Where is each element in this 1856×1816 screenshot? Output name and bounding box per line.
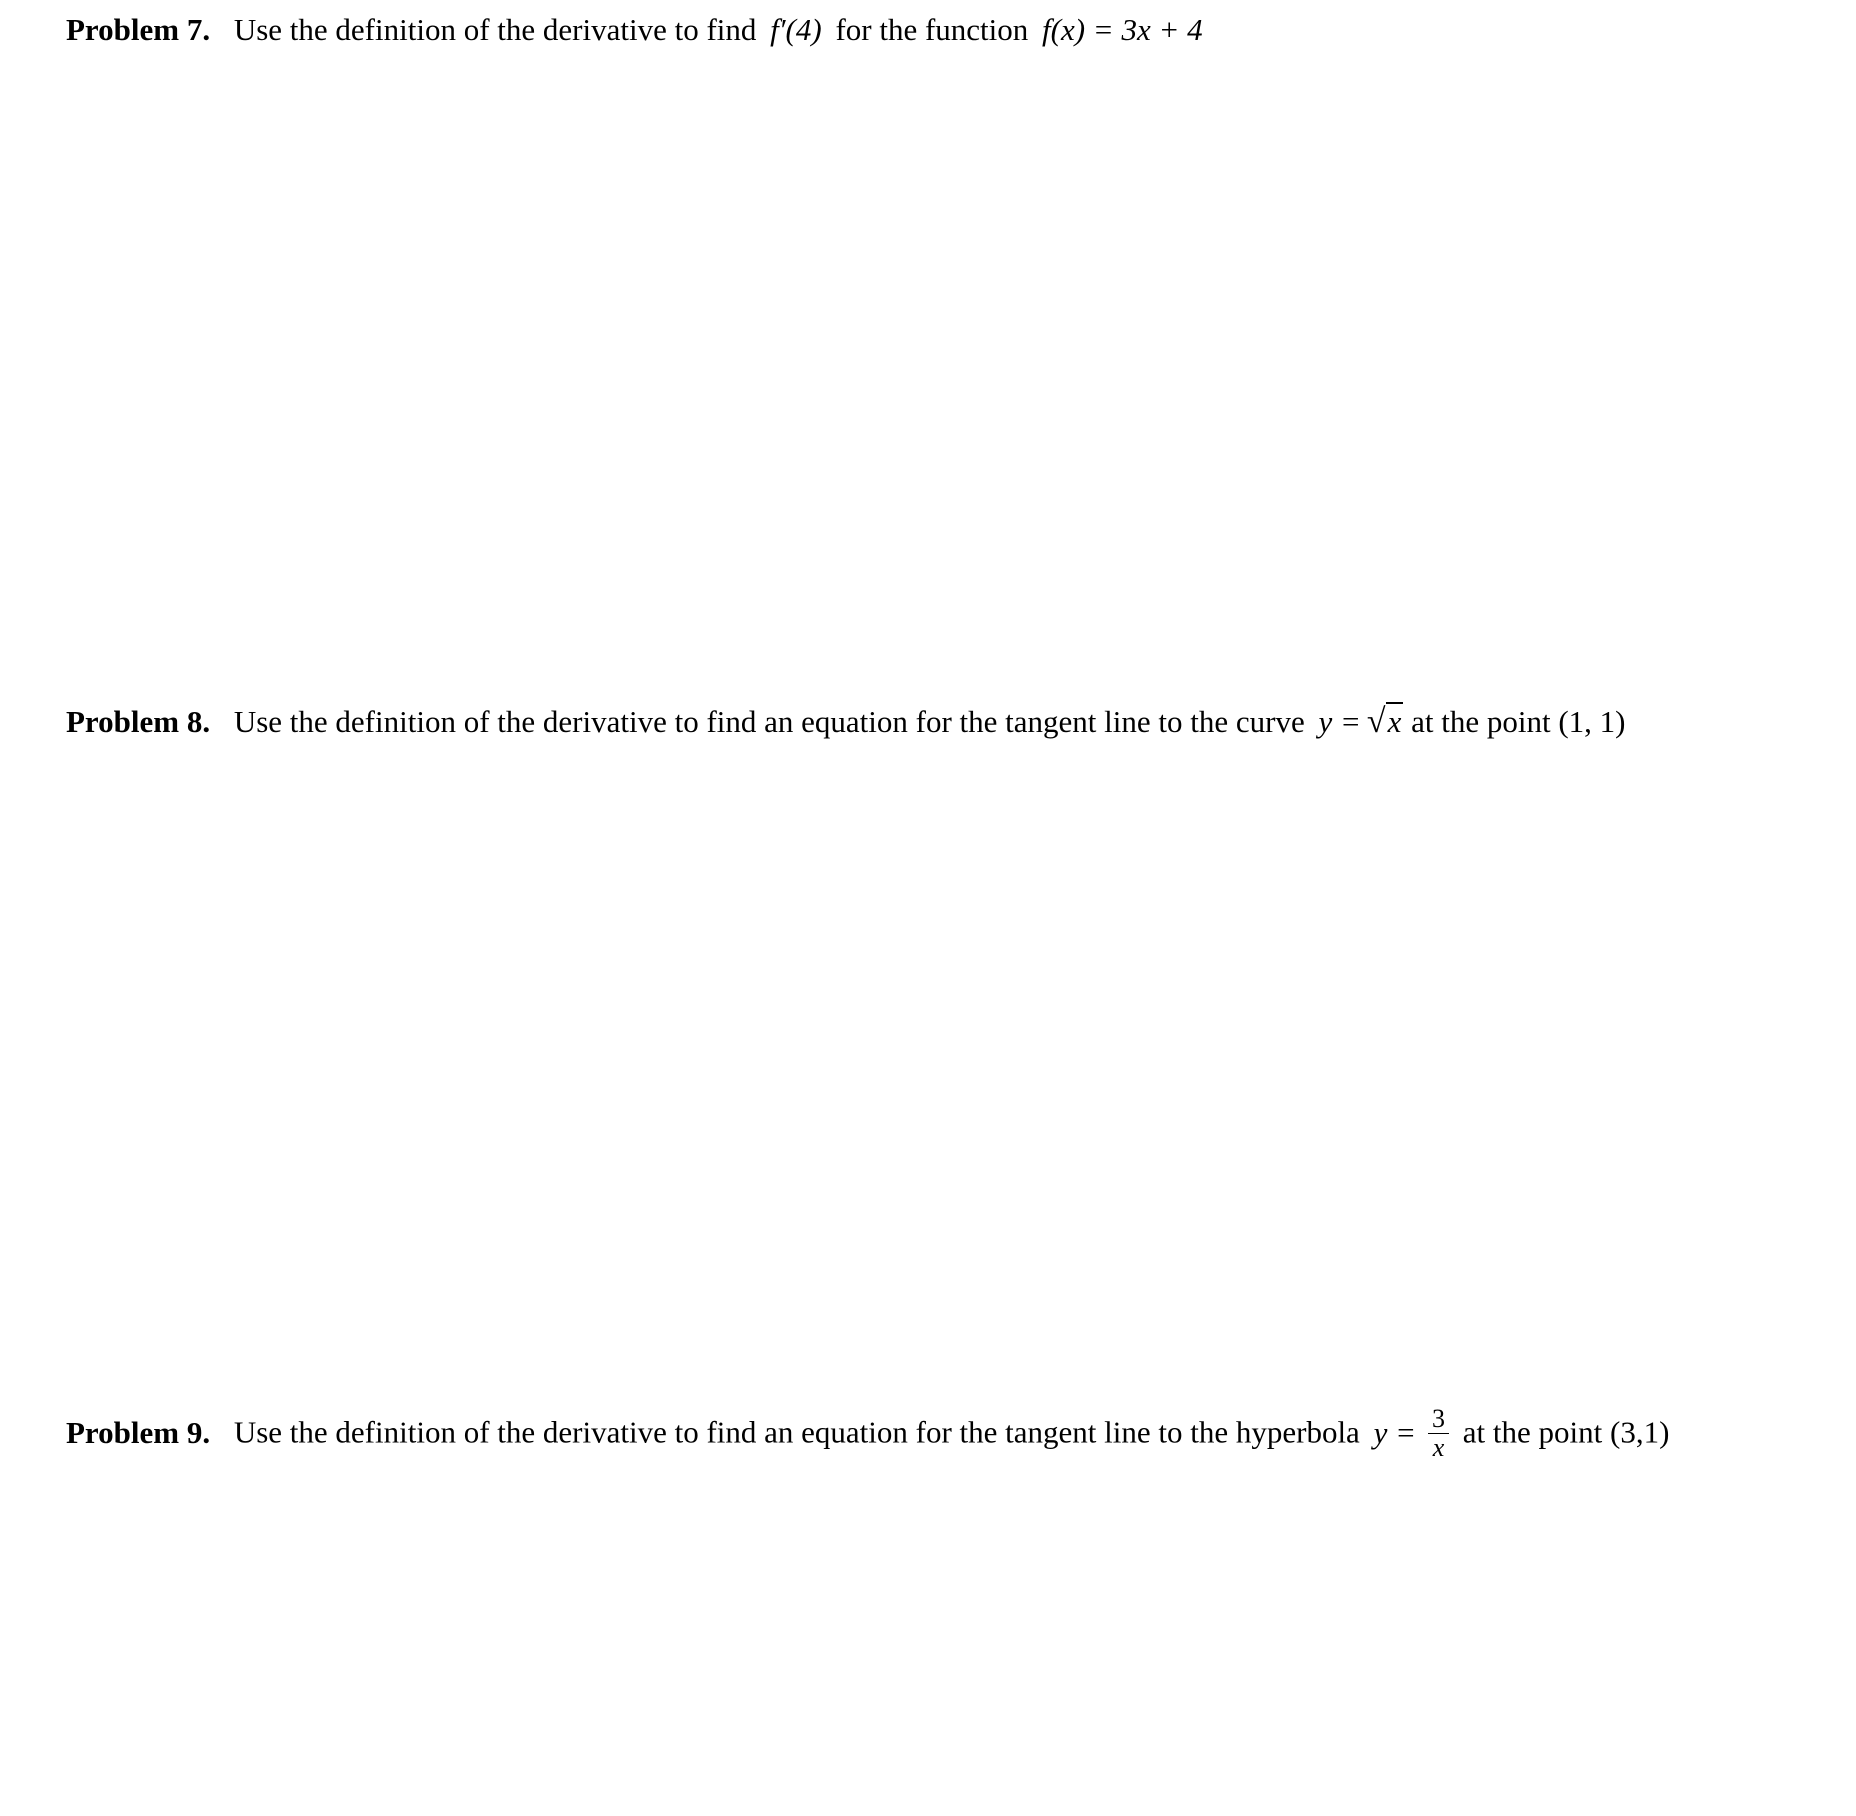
problem-8-point: (1, 1) <box>1558 704 1626 739</box>
problem-9 <box>66 1404 1670 1464</box>
problem-9-equation-lhs: y = <box>1373 1414 1417 1450</box>
problem-7 <box>66 10 1209 50</box>
problem-7-function-expression: f(x) = 3x + 4 <box>1042 12 1203 47</box>
problem-7-derivative-expression: f′(4) <box>770 12 822 47</box>
problem-7-label: Problem 7. <box>66 12 211 47</box>
sqrt-symbol-icon: √ <box>1366 703 1386 740</box>
problem-8-equation-lhs: y = <box>1318 704 1361 739</box>
problem-8-label: Problem 8. <box>66 704 211 739</box>
problem-9-text: Use the definition of the derivative to find an equation for the tangent line to the hyperbola <box>233 1414 1360 1450</box>
problem-8-sqrt-argument: x <box>1387 704 1402 739</box>
problem-8 <box>66 702 1625 742</box>
problem-8-sqrt-expression <box>1367 702 1403 742</box>
problem-9-fraction <box>1428 1405 1449 1462</box>
problem-7-text-2: for the function <box>835 12 1029 47</box>
problem-8-text: Use the definition of the derivative to find an equation for the tangent line to the curve <box>233 704 1305 739</box>
problem-8-text-2: at the point <box>1411 704 1551 739</box>
problem-9-label: Problem 9. <box>66 1414 211 1450</box>
problem-9-point: (3,1) <box>1610 1414 1670 1450</box>
problem-9-fraction-denominator: x <box>1432 1433 1445 1462</box>
problem-9-text-2: at the point <box>1462 1414 1603 1450</box>
problem-9-fraction-numerator: 3 <box>1428 1405 1449 1434</box>
problem-7-text: Use the definition of the derivative to find <box>233 12 757 47</box>
